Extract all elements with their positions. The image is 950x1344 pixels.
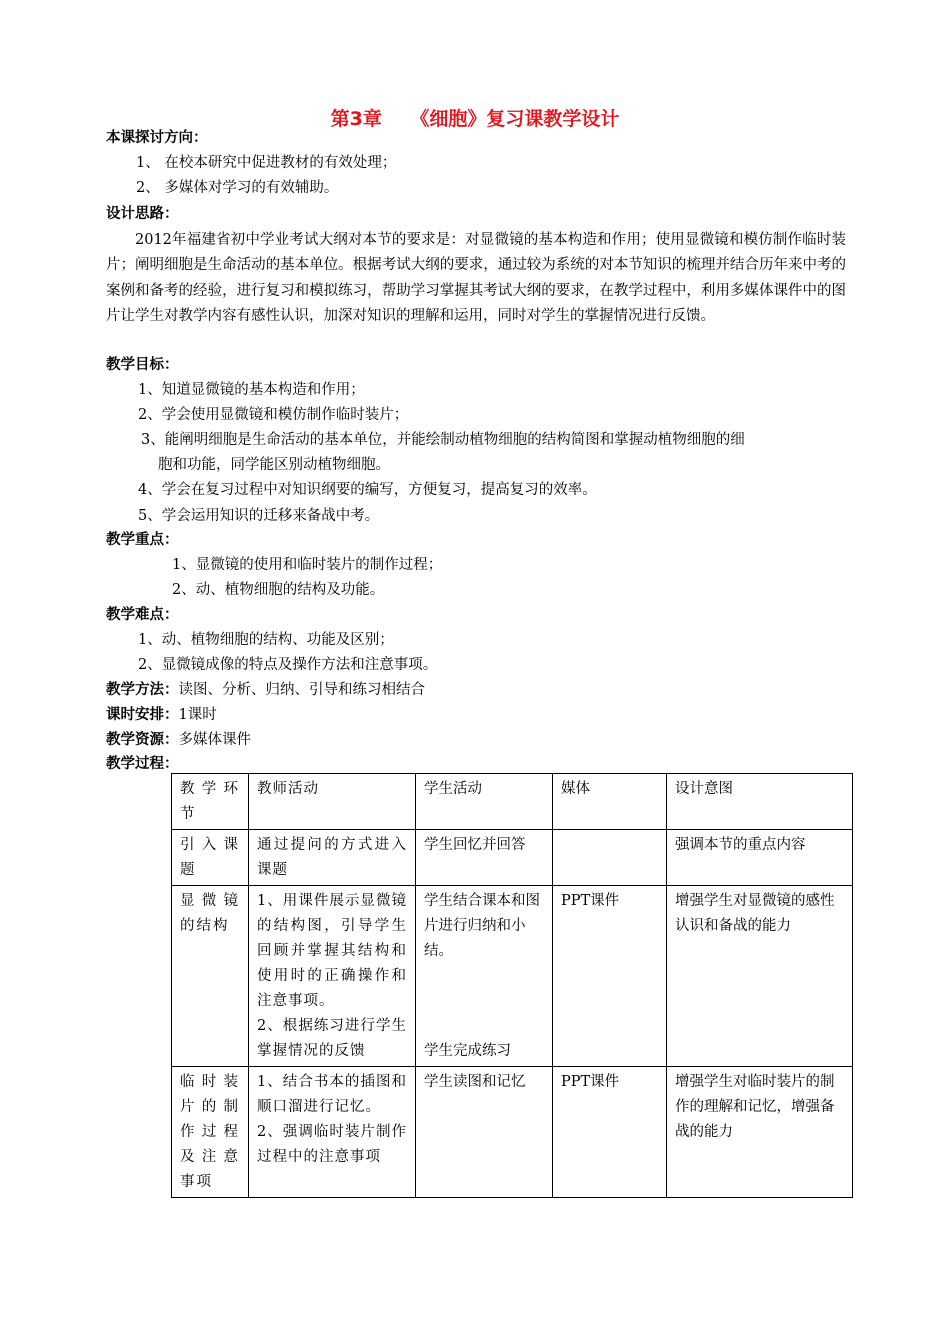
- student-cell: [416, 886, 553, 1067]
- column-header: 媒体: [553, 774, 667, 830]
- teacher-activity-1: 1、结合书本的插图和顺口溜进行记忆。: [257, 1074, 407, 1115]
- direction-heading: 本课探讨方向：: [106, 130, 208, 146]
- difficulty-item: 2、显微镜成像的特点及操作方法和注意事项。: [138, 657, 438, 673]
- goal-item: 3、能阐明细胞是生命活动的基本单位，并能绘制动植物细胞的结构简图和掌握动植物细胞的细: [141, 432, 745, 448]
- goal-item: 1、知道显微镜的基本构造和作用；: [138, 382, 365, 398]
- difficulty-item: 1、动、植物细胞的结构、功能及区别；: [138, 632, 394, 648]
- goal-item: 4、学会在复习过程中对知识纲要的编写，方便复习，提高复习的效率。: [138, 482, 597, 498]
- media-cell: PPT课件: [553, 886, 667, 1067]
- column-header: 教学环节: [172, 774, 249, 830]
- key-point-item: 2、动、植物细胞的结构及功能。: [172, 582, 385, 598]
- teacher-cell: [249, 886, 416, 1067]
- table-row: [172, 886, 853, 1067]
- key-points-heading: 教学重点：: [106, 532, 179, 548]
- page-title: 第3章 《细胞》复习课教学设计: [330, 108, 620, 130]
- resources-label: 教学资源：: [106, 732, 179, 748]
- teacher-activity-2: 2、强调临时装片制作过程中的注意事项: [257, 1124, 407, 1165]
- intent-cell: 增强学生对显微镜的感性认识和备战的能力: [667, 886, 853, 1067]
- column-header: 教师活动: [249, 774, 416, 830]
- goal-item: 5、学会运用知识的迁移来备战中考。: [138, 508, 380, 524]
- process-table: [171, 773, 853, 1198]
- teacher-cell: 通过提问的方式进入课题: [249, 830, 416, 886]
- stage-cell: 临时装片的制作过程及注意事项: [172, 1067, 249, 1198]
- student-cell: 学生读图和记忆: [416, 1067, 553, 1198]
- design-paragraph: 2012年福建省初中学业考试大纲对本节的要求是：对显微镜的基本构造和作用；使用显微镜和模仿制作临时装片；阐明细胞是生命活动的基本单位。根据考试大纲的要求，通过较为系统的对本节知识的梳理并结合历年来中考的案例和备考的经验，进行复习和模拟练习，帮助学习掌握其考试大纲的要求，在教学过程中，利用多媒体课件中的图片让学生对教学内容有感性认识，加深对知识的理解和运用，同时对学生的掌握情况进行反馈。: [106, 232, 846, 324]
- student-activity-2: 学生完成练习: [424, 1043, 511, 1059]
- direction-item: 2、 多媒体对学习的有效辅助。: [136, 180, 339, 196]
- design-heading: 设计思路：: [106, 206, 179, 222]
- process-heading: 教学过程：: [106, 756, 179, 772]
- column-header: 设计意图: [667, 774, 853, 830]
- direction-item: 1、 在校本研究中促进教材的有效处理；: [136, 155, 397, 171]
- column-header: 学生活动: [416, 774, 553, 830]
- key-point-item: 1、显微镜的使用和临时装片的制作过程；: [172, 557, 443, 573]
- schedule-value: 1课时: [178, 707, 217, 723]
- difficulties-heading: 教学难点：: [106, 607, 179, 623]
- table-header-row: [172, 774, 853, 830]
- student-activity-1: 学生结合课本和图片进行归纳和小结。: [424, 893, 540, 959]
- teacher-activity-1: 1、用课件展示显微镜的结构图，引导学生回顾并掌握其结构和使用时的正确操作和注意事项。: [257, 893, 407, 1009]
- table-row: [172, 1067, 853, 1198]
- goals-heading: 教学目标：: [106, 357, 179, 373]
- student-cell: 学生回忆并回答: [416, 830, 553, 886]
- media-cell: [553, 830, 667, 886]
- intent-cell: 强调本节的重点内容: [667, 830, 853, 886]
- resources-value: 多媒体课件: [178, 732, 251, 748]
- table-row: [172, 830, 853, 886]
- goal-item: 2、学会使用显微镜和模仿制作临时装片；: [138, 407, 409, 423]
- teacher-activity-2: 2、根据练习进行学生掌握情况的反馈: [257, 1018, 407, 1059]
- method-line: [106, 680, 425, 700]
- intent-cell: 增强学生对临时装片的制作的理解和记忆，增强备战的能力: [667, 1067, 853, 1198]
- stage-cell: 引入课题: [172, 830, 249, 886]
- schedule-label: 课时安排：: [106, 707, 179, 723]
- method-label: 教学方法：: [106, 682, 179, 698]
- stage-cell: 显微镜的结构: [172, 886, 249, 1067]
- media-cell: PPT课件: [553, 1067, 667, 1198]
- method-value: 读图、分析、归纳、引导和练习相结合: [178, 682, 425, 698]
- goal-item-continuation: 胞和功能，同学能区别动植物细胞。: [158, 457, 390, 473]
- resources-line: [106, 730, 251, 750]
- schedule-line: [106, 705, 217, 725]
- teacher-cell: [249, 1067, 416, 1198]
